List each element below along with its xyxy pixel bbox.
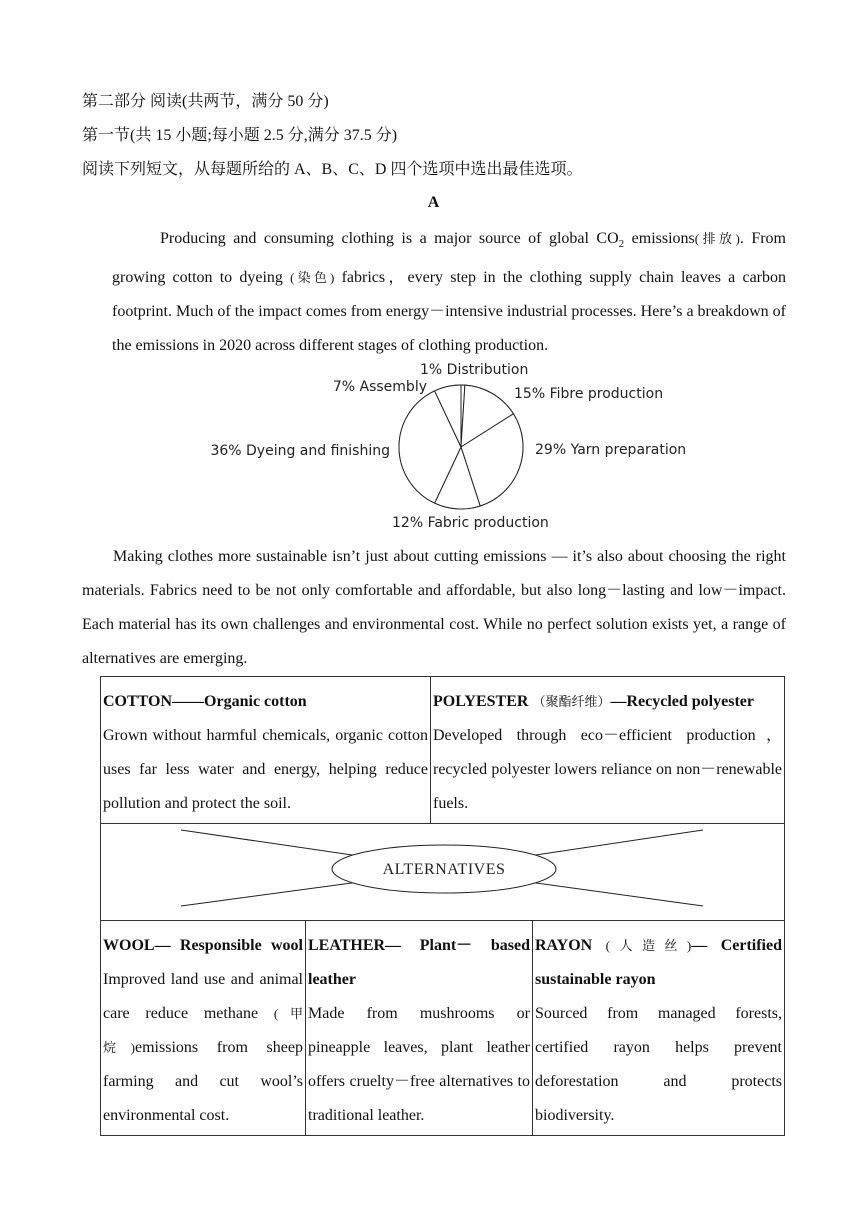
paragraph-2: Making clothes more sustainable isn’t just about cutting emissions — it’s also about choosing the right materials. Fabrics need to be not only comfortable and affordable, but also long－lasting and low－impact. Each material has its own challenges and environmental cost. While no perfect solution exists yet, a range of alternatives are emerging. <box>82 548 786 667</box>
rayon-text: Sourced from managed forests, certified rayon helps prevent deforestation and protects biodiversity. <box>535 1005 782 1124</box>
wool-note: (甲烷) <box>103 1006 303 1055</box>
pie-slice-label: 7% Assembly <box>332 379 427 395</box>
leather-text: Made from mushrooms or pineapple leaves, plant leather offers cruelty－free alternatives to traditional leather. <box>308 1005 530 1124</box>
cotton-cell <box>101 677 431 824</box>
connector-line <box>181 830 359 856</box>
alternatives-diagram-cell <box>101 824 785 921</box>
para1-part2: emissions <box>624 230 695 247</box>
rayon-title-main: RAYON <box>535 937 606 954</box>
para1-part3: . From growing cotton to dyeing <box>112 230 786 287</box>
wool-title: WOOL— Responsible wool <box>103 937 303 954</box>
rayon-title <box>535 929 782 997</box>
polyester-title-main: POLYESTER <box>433 693 533 710</box>
pie-slice-label: 36% Dyeing and finishing <box>210 443 390 459</box>
pie-slice-label: 29% Yarn preparation <box>535 442 687 458</box>
instruction: 阅读下列短文，从每题所给的 A、B、C、D 四个选项中选出最佳选项。 <box>82 161 583 178</box>
connector-line <box>529 830 703 856</box>
subsection-title: 第一节(共 15 小题;每小题 2.5 分,满分 37.5 分) <box>82 127 398 144</box>
para1-part1: Producing and consuming clothing is a major source of global CO <box>160 230 619 247</box>
polyester-title-note: （聚酯纤维） <box>532 694 611 709</box>
pie-slice-label: 15% Fibre production <box>514 386 664 402</box>
table-row <box>101 921 785 1136</box>
wool-text-1: Improved land use and animal care reduce methane <box>103 971 303 1022</box>
wool-cell <box>101 921 306 1136</box>
para1-note-emissions: (排放) <box>694 231 740 246</box>
connector-line <box>181 882 359 906</box>
rayon-cell <box>533 921 785 1136</box>
connector-line <box>529 882 703 906</box>
table-row <box>101 824 785 921</box>
alternatives-diagram <box>101 824 784 920</box>
polyester-text: Developed through eco－efficient production，recycled polyester lowers reliance on non－renewable fuels. <box>433 727 782 812</box>
wool-text-2: emissions from sheep farming and cut wool’s environmental cost. <box>103 1039 303 1124</box>
rayon-title-rest: — Certified sustainable rayon <box>535 937 782 988</box>
rayon-title-note: (人造丝) <box>605 938 692 953</box>
passage-label: A <box>427 194 440 211</box>
cotton-text: Grown without harmful chemicals, organic cotton uses far less water and energy, helping reduce pollution and protect the soil. <box>103 727 428 812</box>
emissions-pie-chart <box>200 355 720 535</box>
polyester-cell <box>431 677 785 824</box>
table-row <box>101 677 785 824</box>
alternatives-label: ALTERNATIVES <box>382 861 506 878</box>
polyester-title-rest: —Recycled polyester <box>610 693 754 710</box>
alternatives-table <box>100 676 785 1136</box>
para1-note-dyeing: (染色) <box>290 270 335 286</box>
polyester-title <box>433 685 782 719</box>
cotton-title: COTTON——Organic cotton <box>103 693 307 710</box>
para1-part4: fabrics，every step in the clothing supply chain leaves a carbon footprint. Much of the impact comes from energy－intensive industrial processes. Here’s a breakdown of the emissions in 2020 across different stages of clothing production. <box>112 269 786 355</box>
para1-subscript: 2 <box>618 238 625 251</box>
paragraph-1 <box>112 222 786 363</box>
pie-slice-label: 12% Fabric production <box>392 515 549 531</box>
section-title: 第二部分 阅读(共两节，满分 50 分) <box>82 93 329 110</box>
leather-cell <box>306 921 533 1136</box>
pie-slice-label: 1% Distribution <box>420 362 529 378</box>
leather-title: LEATHER— Plant－ based leather <box>308 937 530 988</box>
